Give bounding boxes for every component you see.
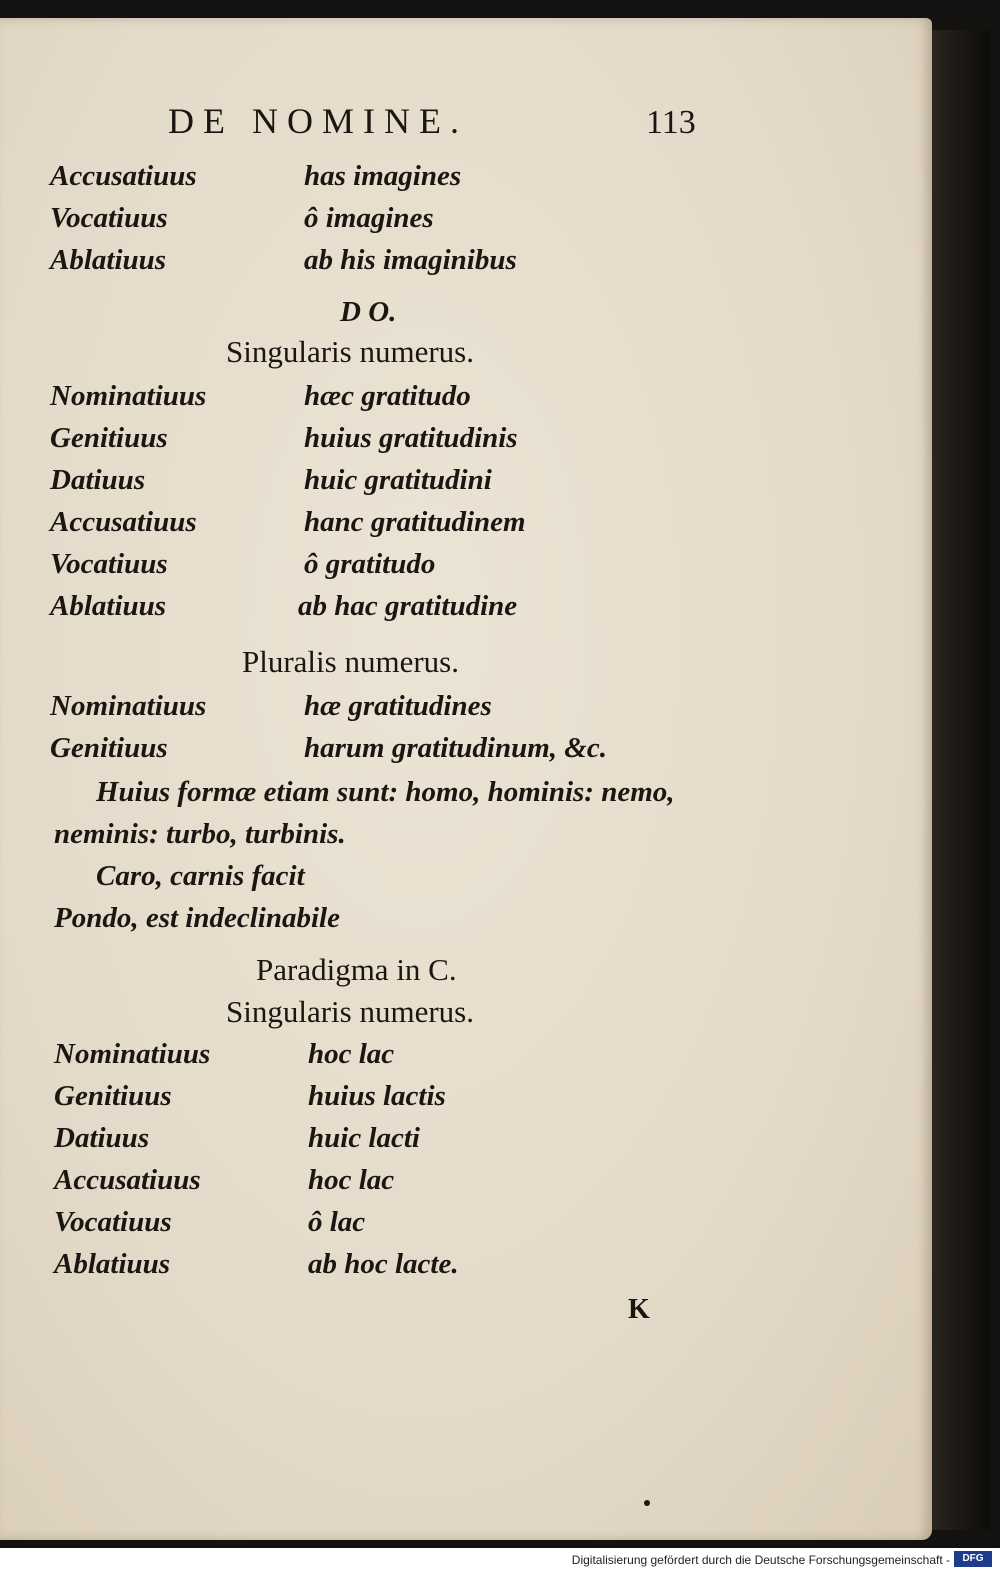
book-edge [930,30,990,1530]
case-form: ab hoc lacte. [308,1248,459,1280]
case-form: huic gratitudini [304,464,492,496]
case-label: Datiuus [50,464,146,496]
case-form: ô gratitudo [304,548,436,580]
case-label: Ablatiuus [50,590,167,622]
page-number: 113 [646,104,696,141]
case-label: Datiuus [54,1122,150,1154]
subheading: Pluralis numerus. [242,644,459,679]
dfg-logo-icon: DFG [954,1551,992,1567]
signature-mark: K [628,1294,650,1325]
case-label: Vocatiuus [50,202,168,234]
case-form: ab his imaginibus [304,244,517,276]
case-label: Nominatiuus [54,1038,211,1070]
note-line: Caro, carnis facit [96,860,305,892]
case-form: hæc gratitudo [304,380,471,412]
case-label: Accusatiuus [50,160,197,192]
case-label: Vocatiuus [50,548,168,580]
case-form: huic lacti [308,1122,420,1154]
case-form: hæ gratitudines [304,690,492,722]
case-form: ô imagines [304,202,434,234]
case-form: huius gratitudinis [304,422,518,454]
section-heading: Paradigma in C. [256,952,457,987]
footer-credit: Digitalisierung gefördert durch die Deutsche Forschungsgemeinschaft - [571,1553,950,1567]
case-form: harum gratitudinum, &c. [304,732,607,764]
case-form: ô lac [308,1206,366,1238]
section-heading: D O. [340,296,397,328]
case-label: Vocatiuus [54,1206,172,1238]
case-label: Genitiuus [50,732,168,764]
running-header: DE NOMINE. [168,101,468,141]
case-form: hoc lac [308,1038,395,1070]
case-label: Genitiuus [54,1080,172,1112]
case-label: Nominatiuus [50,690,207,722]
note-line: Pondo, est indeclinabile [54,902,340,934]
case-form: huius lactis [308,1080,446,1112]
note-line: Huius formæ etiam sunt: homo, hominis: nemo, [96,776,675,808]
case-label: Genitiuus [50,422,168,454]
case-form: has imagines [304,160,462,192]
case-label: Ablatiuus [50,244,167,276]
ink-dot [644,1500,650,1506]
case-form: hanc gratitudinem [304,506,526,538]
case-form: ab hac gratitudine [298,590,518,622]
case-form: hoc lac [308,1164,395,1196]
subheading: Singularis numerus. [226,334,474,369]
case-label: Nominatiuus [50,380,207,412]
case-label: Accusatiuus [54,1164,201,1196]
note-line: neminis: turbo, turbinis. [54,818,346,850]
subheading: Singularis numerus. [226,994,474,1029]
case-label: Accusatiuus [50,506,197,538]
case-label: Ablatiuus [54,1248,171,1280]
